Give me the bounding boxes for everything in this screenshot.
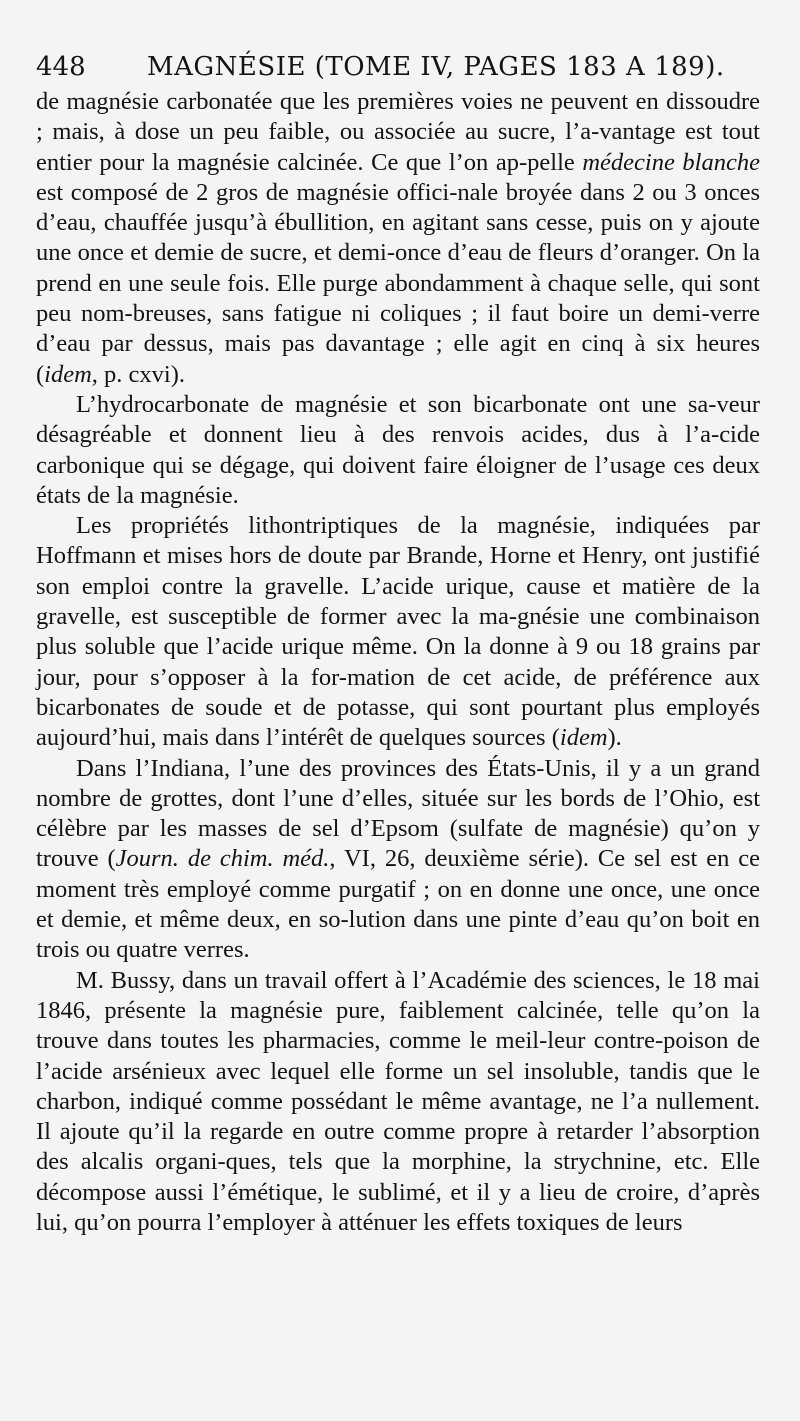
paragraph <box>36 511 760 753</box>
italic-text: idem <box>559 724 608 752</box>
paragraph <box>36 966 760 1239</box>
text-run: Dans l’Indiana, l’une des provinces des États-Unis, il y a un grand nombre de grottes, dont l’une d’elles, située sur les bords de l’Ohio, est célèbre par les masses de sel d’Epsom (sulfate de magnésie) qu’on y trouve ( <box>36 754 760 873</box>
page-number: 448 <box>36 52 86 82</box>
text-run: ). <box>607 724 622 752</box>
paragraph <box>36 87 760 390</box>
text-run: L’hydrocarbonate de magnésie et son bicarbonate ont une sa-veur désagréable et donnent lieu à des renvois acides, dus à l’a-cide carbonique qui se dégage, qui doivent faire éloigner de l’usage ces deux états de la magnésie. <box>36 390 760 509</box>
paragraph <box>36 754 760 966</box>
text-run: , VI, 26, deuxième série). Ce sel est en ce moment très employé comme purgatif ; on en donne une once, une once et demie, et même deux, en so-lution dans une pinte d’eau qu’on boit en trois ou quatre verres. <box>36 845 760 964</box>
body-text <box>36 87 760 1238</box>
text-run: est composé de 2 gros de magnésie offici-nale broyée dans 2 ou 3 onces d’eau, chauffée jusqu’à ébullition, en agitant sans cesse, puis on y ajoute une once et demie de sucre, et demi-once d’eau de fleurs d’oranger. On la prend en une seule fois. Elle purge abondamment à chaque selle, qui sont peu nom-breuses, sans fatigue ni coliques ; il faut boire un demi-verre d’eau par dessus, mais pas davantage ; elle agit en cinq à six heures ( <box>36 178 760 388</box>
text-run: , p. cxvi). <box>91 360 186 388</box>
text-run: Les propriétés lithontriptiques de la magnésie, indiquées par Hoffmann et mises hors de doute par Brande, Horne et Henry, ont justifié son emploi contre la gravelle. L’acide urique, cause et matière de la gravelle, est susceptible de former avec la ma-gnésie une combinaison plus soluble que l’acide urique même. On la donne à 9 ou 18 grains par jour, pour s’opposer à la for-mation de cet acide, de préférence aux bicarbonates de soude et de potasse, qui sont pourtant plus employés aujourd’hui, mais dans l’intérêt de quelques sources ( <box>36 512 760 752</box>
italic-text: Journ. de chim. méd. <box>115 845 330 873</box>
running-title: MAGNÉSIE (TOME IV, PAGES 183 A 189). <box>147 52 725 82</box>
text-run: de magnésie carbonatée que les premières voies ne peuvent en dissoudre ; mais, à dose un peu faible, ou associée au sucre, l’a-vantage est tout entier pour la magnésie calcinée. Ce que l’on ap-pelle <box>36 88 760 176</box>
paragraph <box>36 390 760 511</box>
running-header <box>36 47 760 87</box>
italic-text: idem <box>44 360 92 388</box>
italic-text: médecine blanche <box>582 148 760 176</box>
text-run: M. Bussy, dans un travail offert à l’Académie des sciences, le 18 mai 1846, présente la magnésie pure, faiblement calcinée, telle qu’on la trouve dans toutes les pharmacies, comme le meil-leur contre-poison de l’acide arsénieux avec lequel elle forme un sel insoluble, tandis que le charbon, indiqué comme possédant le même avantage, ne l’a nullement. Il ajoute qu’il la regarde en outre comme propre à retarder l’absorption des alcalis organi-ques, tels que la morphine, la strychnine, etc. Elle décompose aussi l’émétique, le sublimé, et il y a lieu de croire, d’après lui, qu’on pourra l’employer à atténuer les effets toxiques de leurs <box>36 966 760 1236</box>
